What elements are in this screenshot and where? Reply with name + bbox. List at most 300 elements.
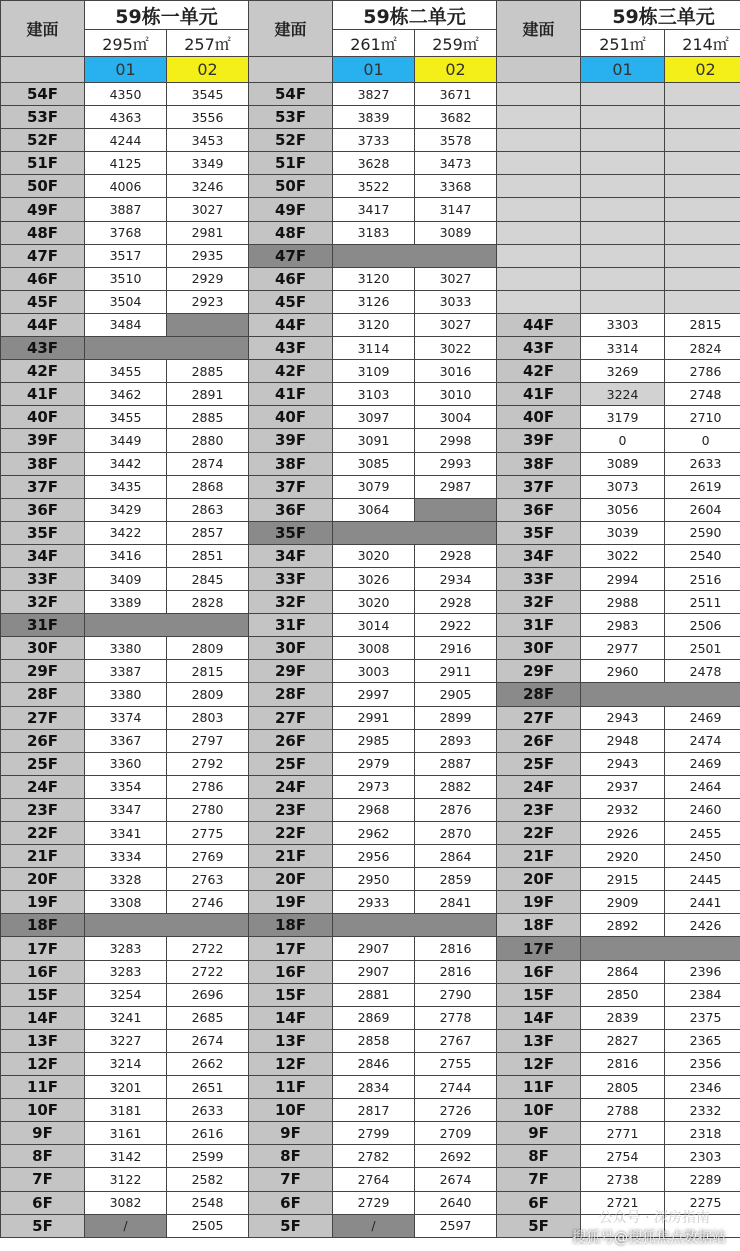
floor-label: 27F xyxy=(1,706,85,729)
price-cell: 2582 xyxy=(167,1168,249,1191)
price-cell: 3768 xyxy=(85,221,167,244)
price-cell: 2501 xyxy=(665,637,740,660)
price-cell: 2817 xyxy=(333,1099,415,1122)
floor-label: 32F xyxy=(249,591,333,614)
price-cell: 2782 xyxy=(333,1145,415,1168)
unit-3-area-01: 251㎡ xyxy=(581,30,665,57)
price-cell: 3082 xyxy=(85,1191,167,1214)
floor-label: 27F xyxy=(249,706,333,729)
price-cell: 2696 xyxy=(167,983,249,1006)
price-cell: 3510 xyxy=(85,267,167,290)
table-row xyxy=(1,429,740,452)
empty-cell xyxy=(581,175,665,198)
price-cell: 3671 xyxy=(415,83,497,106)
table-row xyxy=(1,683,740,706)
floor-label: 10F xyxy=(1,1099,85,1122)
floor-label: 41F xyxy=(249,383,333,406)
price-cell: 2960 xyxy=(581,660,665,683)
price-cell: 2809 xyxy=(167,637,249,660)
price-cell: 3016 xyxy=(415,360,497,383)
price-cell: 2450 xyxy=(665,845,740,868)
price-cell: 2915 xyxy=(581,868,665,891)
price-cell: 3504 xyxy=(85,290,167,313)
table-row xyxy=(1,221,740,244)
price-cell: 3073 xyxy=(581,475,665,498)
floor-label: 8F xyxy=(249,1145,333,1168)
price-cell: 3097 xyxy=(333,406,415,429)
floor-label: 24F xyxy=(497,775,581,798)
price-cell: 2869 xyxy=(333,1006,415,1029)
empty-cell xyxy=(581,198,665,221)
floor-label: 45F xyxy=(249,290,333,313)
price-cell: 3347 xyxy=(85,798,167,821)
floor-label: 26F xyxy=(497,729,581,752)
floor-label: 40F xyxy=(249,406,333,429)
floor-label: 19F xyxy=(497,891,581,914)
price-cell: 2540 xyxy=(665,544,740,567)
price-cell: 3027 xyxy=(167,198,249,221)
price-cell xyxy=(167,313,249,336)
floor-label: 53F xyxy=(1,106,85,129)
table-row xyxy=(1,637,740,660)
price-cell: 2909 xyxy=(581,891,665,914)
price-cell: 2841 xyxy=(415,891,497,914)
price-cell: 2619 xyxy=(665,475,740,498)
price-cell: 3026 xyxy=(333,567,415,590)
unavailable-cell xyxy=(333,914,497,937)
price-cell: 3283 xyxy=(85,937,167,960)
table-row xyxy=(1,452,740,475)
floor-label: 17F xyxy=(249,937,333,960)
price-cell: 2662 xyxy=(167,1052,249,1075)
floor-label xyxy=(497,83,581,106)
unavailable-cell xyxy=(333,244,497,267)
floor-label: 11F xyxy=(497,1076,581,1099)
price-cell: 2928 xyxy=(415,591,497,614)
price-cell: 3126 xyxy=(333,290,415,313)
table-row xyxy=(1,1076,740,1099)
price-cell: 2881 xyxy=(333,983,415,1006)
price-cell: 2426 xyxy=(665,914,740,937)
price-cell: 2754 xyxy=(581,1145,665,1168)
floor-label: 49F xyxy=(1,198,85,221)
price-cell: 2863 xyxy=(167,498,249,521)
price-cell: 2384 xyxy=(665,983,740,1006)
table-row xyxy=(1,290,740,313)
floor-label: 9F xyxy=(1,1122,85,1145)
price-cell: 2850 xyxy=(581,983,665,1006)
price-cell: 2289 xyxy=(665,1168,740,1191)
table-row xyxy=(1,498,740,521)
price-cell: 2935 xyxy=(167,244,249,267)
price-cell: 3328 xyxy=(85,868,167,891)
table-row xyxy=(1,360,740,383)
price-cell: 3409 xyxy=(85,567,167,590)
floor-label: 26F xyxy=(1,729,85,752)
empty-cell xyxy=(581,221,665,244)
price-cell: 3103 xyxy=(333,383,415,406)
price-cell: 2744 xyxy=(415,1076,497,1099)
floor-label: 17F xyxy=(1,937,85,960)
empty-cell xyxy=(665,83,740,106)
price-cell: 3449 xyxy=(85,429,167,452)
floor-label: 26F xyxy=(249,729,333,752)
price-cell: 2937 xyxy=(581,775,665,798)
price-cell: 3422 xyxy=(85,521,167,544)
price-cell: 2303 xyxy=(665,1145,740,1168)
price-cell: 2880 xyxy=(167,429,249,452)
floor-label: 5F xyxy=(1,1214,85,1237)
price-cell: 3429 xyxy=(85,498,167,521)
price-cell: 3085 xyxy=(333,452,415,475)
price-cell: 3462 xyxy=(85,383,167,406)
price-cell: 2356 xyxy=(665,1052,740,1075)
unavailable-cell xyxy=(85,614,249,637)
price-cell: 3022 xyxy=(581,544,665,567)
floor-label: 25F xyxy=(249,752,333,775)
price-cell: 3022 xyxy=(415,337,497,360)
floor-label: 16F xyxy=(1,960,85,983)
price-cell: 2275 xyxy=(665,1191,740,1214)
price-cell: 2846 xyxy=(333,1052,415,1075)
price-cell: 2827 xyxy=(581,1029,665,1052)
price-cell: 2932 xyxy=(581,798,665,821)
table-row xyxy=(1,1099,740,1122)
price-cell: 3089 xyxy=(581,452,665,475)
price-cell: 4350 xyxy=(85,83,167,106)
unavailable-cell xyxy=(581,937,740,960)
floor-label: 20F xyxy=(1,868,85,891)
header-spacer xyxy=(497,57,581,83)
empty-cell xyxy=(665,198,740,221)
floor-label: 33F xyxy=(249,567,333,590)
price-cell: 4244 xyxy=(85,129,167,152)
price-cell: 2469 xyxy=(665,752,740,775)
floor-label: 18F xyxy=(249,914,333,937)
table-row xyxy=(1,1029,740,1052)
floor-label: 54F xyxy=(1,83,85,106)
price-cell: 2633 xyxy=(665,452,740,475)
floor-label: 44F xyxy=(1,313,85,336)
price-cell: 2604 xyxy=(665,498,740,521)
price-cell: 2505 xyxy=(167,1214,249,1237)
floor-label: 47F xyxy=(1,244,85,267)
floor-label: 25F xyxy=(497,752,581,775)
price-cell: 2892 xyxy=(581,914,665,937)
price-cell: 2548 xyxy=(167,1191,249,1214)
unit-3-code-02: 02 xyxy=(665,57,740,83)
price-cell: 3079 xyxy=(333,475,415,498)
price-cell: 3367 xyxy=(85,729,167,752)
price-cell: 2934 xyxy=(415,567,497,590)
price-cell: 3181 xyxy=(85,1099,167,1122)
floor-label: 38F xyxy=(1,452,85,475)
price-cell: 2805 xyxy=(581,1076,665,1099)
floor-label: 6F xyxy=(249,1191,333,1214)
table-row xyxy=(1,152,740,175)
price-cell: 2597 xyxy=(415,1214,497,1237)
floor-label: 42F xyxy=(497,360,581,383)
price-cell: 2859 xyxy=(415,868,497,891)
floor-label: 52F xyxy=(1,129,85,152)
floor-label: 43F xyxy=(497,337,581,360)
floor-label xyxy=(497,175,581,198)
floor-label: 12F xyxy=(497,1052,581,1075)
price-cell: 2786 xyxy=(167,775,249,798)
price-cell: 2864 xyxy=(581,960,665,983)
price-cell: 4006 xyxy=(85,175,167,198)
price-cell: 3827 xyxy=(333,83,415,106)
price-cell: 2979 xyxy=(333,752,415,775)
price-cell: 3089 xyxy=(415,221,497,244)
empty-cell xyxy=(665,152,740,175)
table-row xyxy=(1,383,740,406)
price-cell: 3473 xyxy=(415,152,497,175)
floor-label: 31F xyxy=(249,614,333,637)
floor-label: 13F xyxy=(497,1029,581,1052)
price-cell: 3887 xyxy=(85,198,167,221)
price-cell: 2885 xyxy=(167,406,249,429)
price-cell: 2755 xyxy=(415,1052,497,1075)
table-row xyxy=(1,106,740,129)
floor-label: 38F xyxy=(497,452,581,475)
price-cell: 2738 xyxy=(581,1168,665,1191)
price-cell: 3387 xyxy=(85,660,167,683)
price-cell: 2797 xyxy=(167,729,249,752)
table-row xyxy=(1,475,740,498)
price-cell: 2899 xyxy=(415,706,497,729)
unavailable-cell xyxy=(333,521,497,544)
price-cell: 3014 xyxy=(333,614,415,637)
floor-label: 45F xyxy=(1,290,85,313)
floor-label xyxy=(497,198,581,221)
floor-label: 18F xyxy=(1,914,85,937)
table-row xyxy=(1,129,740,152)
floor-label: 48F xyxy=(249,221,333,244)
price-cell: 2870 xyxy=(415,822,497,845)
floor-label: 51F xyxy=(249,152,333,175)
price-cell: 2365 xyxy=(665,1029,740,1052)
empty-cell xyxy=(581,129,665,152)
price-cell: 2977 xyxy=(581,637,665,660)
price-cell: 3556 xyxy=(167,106,249,129)
table-row xyxy=(1,591,740,614)
price-cell: 2887 xyxy=(415,752,497,775)
floor-label: 21F xyxy=(249,845,333,868)
price-cell: 2763 xyxy=(167,868,249,891)
floor-label: 23F xyxy=(249,798,333,821)
price-cell: 2922 xyxy=(415,614,497,637)
table-row xyxy=(1,775,740,798)
table-body xyxy=(1,83,740,1238)
unit-1-code-01: 01 xyxy=(85,57,167,83)
table-row xyxy=(1,729,740,752)
floor-label: 49F xyxy=(249,198,333,221)
floor-label: 39F xyxy=(249,429,333,452)
price-cell: 2988 xyxy=(581,591,665,614)
price-cell: 2874 xyxy=(167,452,249,475)
floor-label: 53F xyxy=(249,106,333,129)
price-cell: 3224 xyxy=(581,383,665,406)
price-cell: 2962 xyxy=(333,822,415,845)
unit-1-area-02: 257㎡ xyxy=(167,30,249,57)
price-cell: 3039 xyxy=(581,521,665,544)
floor-label: 24F xyxy=(1,775,85,798)
price-cell: 3455 xyxy=(85,406,167,429)
header-spacer xyxy=(1,57,85,83)
price-cell: 2709 xyxy=(415,1122,497,1145)
table-row xyxy=(1,891,740,914)
floor-label: 22F xyxy=(249,822,333,845)
price-cell: 2815 xyxy=(167,660,249,683)
price-cell: 2722 xyxy=(167,937,249,960)
floor-label: 37F xyxy=(249,475,333,498)
price-cell: 2375 xyxy=(665,1006,740,1029)
price-cell: 2824 xyxy=(665,337,740,360)
floor-label: 9F xyxy=(249,1122,333,1145)
empty-cell xyxy=(665,221,740,244)
table-row xyxy=(1,83,740,106)
floor-label: 12F xyxy=(1,1052,85,1075)
table-row xyxy=(1,798,740,821)
price-cell: 2799 xyxy=(333,1122,415,1145)
floor-label: 7F xyxy=(497,1168,581,1191)
floor-label: 48F xyxy=(1,221,85,244)
price-cell: 3417 xyxy=(333,198,415,221)
floor-label: 21F xyxy=(1,845,85,868)
price-cell: 2907 xyxy=(333,937,415,960)
price-cell: 2460 xyxy=(665,798,740,821)
price-cell: 2764 xyxy=(333,1168,415,1191)
empty-cell xyxy=(581,152,665,175)
price-cell: 2926 xyxy=(581,822,665,845)
price-cell: 3380 xyxy=(85,683,167,706)
floor-label: 54F xyxy=(249,83,333,106)
floor-label: 30F xyxy=(497,637,581,660)
price-cell: 2816 xyxy=(415,960,497,983)
price-cell: 2786 xyxy=(665,360,740,383)
price-cell: 3484 xyxy=(85,313,167,336)
price-cell: 3578 xyxy=(415,129,497,152)
floor-label: 52F xyxy=(249,129,333,152)
price-cell: 2469 xyxy=(665,706,740,729)
price-cell: 3003 xyxy=(333,660,415,683)
price-cell: 2771 xyxy=(581,1122,665,1145)
floor-label: 46F xyxy=(1,267,85,290)
floor-label: 15F xyxy=(249,983,333,1006)
price-cell: 3120 xyxy=(333,313,415,336)
floor-label: 23F xyxy=(1,798,85,821)
unit-1-title: 59栋一单元 xyxy=(85,1,249,30)
price-cell: 2943 xyxy=(581,706,665,729)
price-cell: 2893 xyxy=(415,729,497,752)
price-cell: 2950 xyxy=(333,868,415,891)
unavailable-cell xyxy=(85,914,249,937)
price-cell: 2318 xyxy=(665,1122,740,1145)
price-cell: 2857 xyxy=(167,521,249,544)
floor-label: 34F xyxy=(1,544,85,567)
floor-label: 43F xyxy=(1,337,85,360)
price-cell: 3354 xyxy=(85,775,167,798)
floor-label: 23F xyxy=(497,798,581,821)
floor-label: 20F xyxy=(497,868,581,891)
table-row xyxy=(1,614,740,637)
price-cell: 2788 xyxy=(581,1099,665,1122)
table-row xyxy=(1,267,740,290)
price-cell: 3227 xyxy=(85,1029,167,1052)
price-cell: 2907 xyxy=(333,960,415,983)
price-cell: 3201 xyxy=(85,1076,167,1099)
floor-label: 13F xyxy=(249,1029,333,1052)
price-cell: 2674 xyxy=(415,1168,497,1191)
floor-label: 7F xyxy=(1,1168,85,1191)
floor-label: 10F xyxy=(497,1099,581,1122)
table-row xyxy=(1,660,740,683)
price-cell: 2710 xyxy=(665,406,740,429)
empty-cell xyxy=(581,106,665,129)
unit-2-code-02: 02 xyxy=(415,57,497,83)
unavailable-cell xyxy=(581,683,740,706)
price-cell: 2973 xyxy=(333,775,415,798)
floor-label: 34F xyxy=(249,544,333,567)
price-cell: 3020 xyxy=(333,591,415,614)
empty-cell xyxy=(665,129,740,152)
empty-cell xyxy=(665,175,740,198)
floor-label: 17F xyxy=(497,937,581,960)
price-cell: 2928 xyxy=(415,544,497,567)
price-cell: 2876 xyxy=(415,798,497,821)
price-cell: 3517 xyxy=(85,244,167,267)
price-cell: 2968 xyxy=(333,798,415,821)
floor-label: 7F xyxy=(249,1168,333,1191)
unit-2-area-02: 259㎡ xyxy=(415,30,497,57)
floor-label: 46F xyxy=(249,267,333,290)
floor-label: 41F xyxy=(497,383,581,406)
price-cell: 3254 xyxy=(85,983,167,1006)
table-row xyxy=(1,1052,740,1075)
price-cell: 2994 xyxy=(581,567,665,590)
price-cell: 2868 xyxy=(167,475,249,498)
price-cell: 2948 xyxy=(581,729,665,752)
price-cell xyxy=(415,498,497,521)
floor-label: 29F xyxy=(1,660,85,683)
floor-label: 24F xyxy=(249,775,333,798)
table-row xyxy=(1,1145,740,1168)
floor-label xyxy=(497,244,581,267)
unit-3-area-02: 214㎡ xyxy=(665,30,740,57)
price-cell: 2445 xyxy=(665,868,740,891)
table-row xyxy=(1,544,740,567)
price-cell: 2511 xyxy=(665,591,740,614)
table-row xyxy=(1,752,740,775)
price-cell: 2722 xyxy=(167,960,249,983)
price-cell: 3455 xyxy=(85,360,167,383)
price-cell: 3183 xyxy=(333,221,415,244)
floor-label: 32F xyxy=(1,591,85,614)
floor-label: 28F xyxy=(249,683,333,706)
price-cell: 3161 xyxy=(85,1122,167,1145)
price-cell: 2882 xyxy=(415,775,497,798)
price-cell: 2726 xyxy=(415,1099,497,1122)
price-cell: 3453 xyxy=(167,129,249,152)
empty-cell xyxy=(581,290,665,313)
price-cell: 2633 xyxy=(167,1099,249,1122)
floor-label xyxy=(497,290,581,313)
price-cell: 3368 xyxy=(415,175,497,198)
floor-label: 13F xyxy=(1,1029,85,1052)
empty-cell xyxy=(581,267,665,290)
price-cell: 2516 xyxy=(665,567,740,590)
